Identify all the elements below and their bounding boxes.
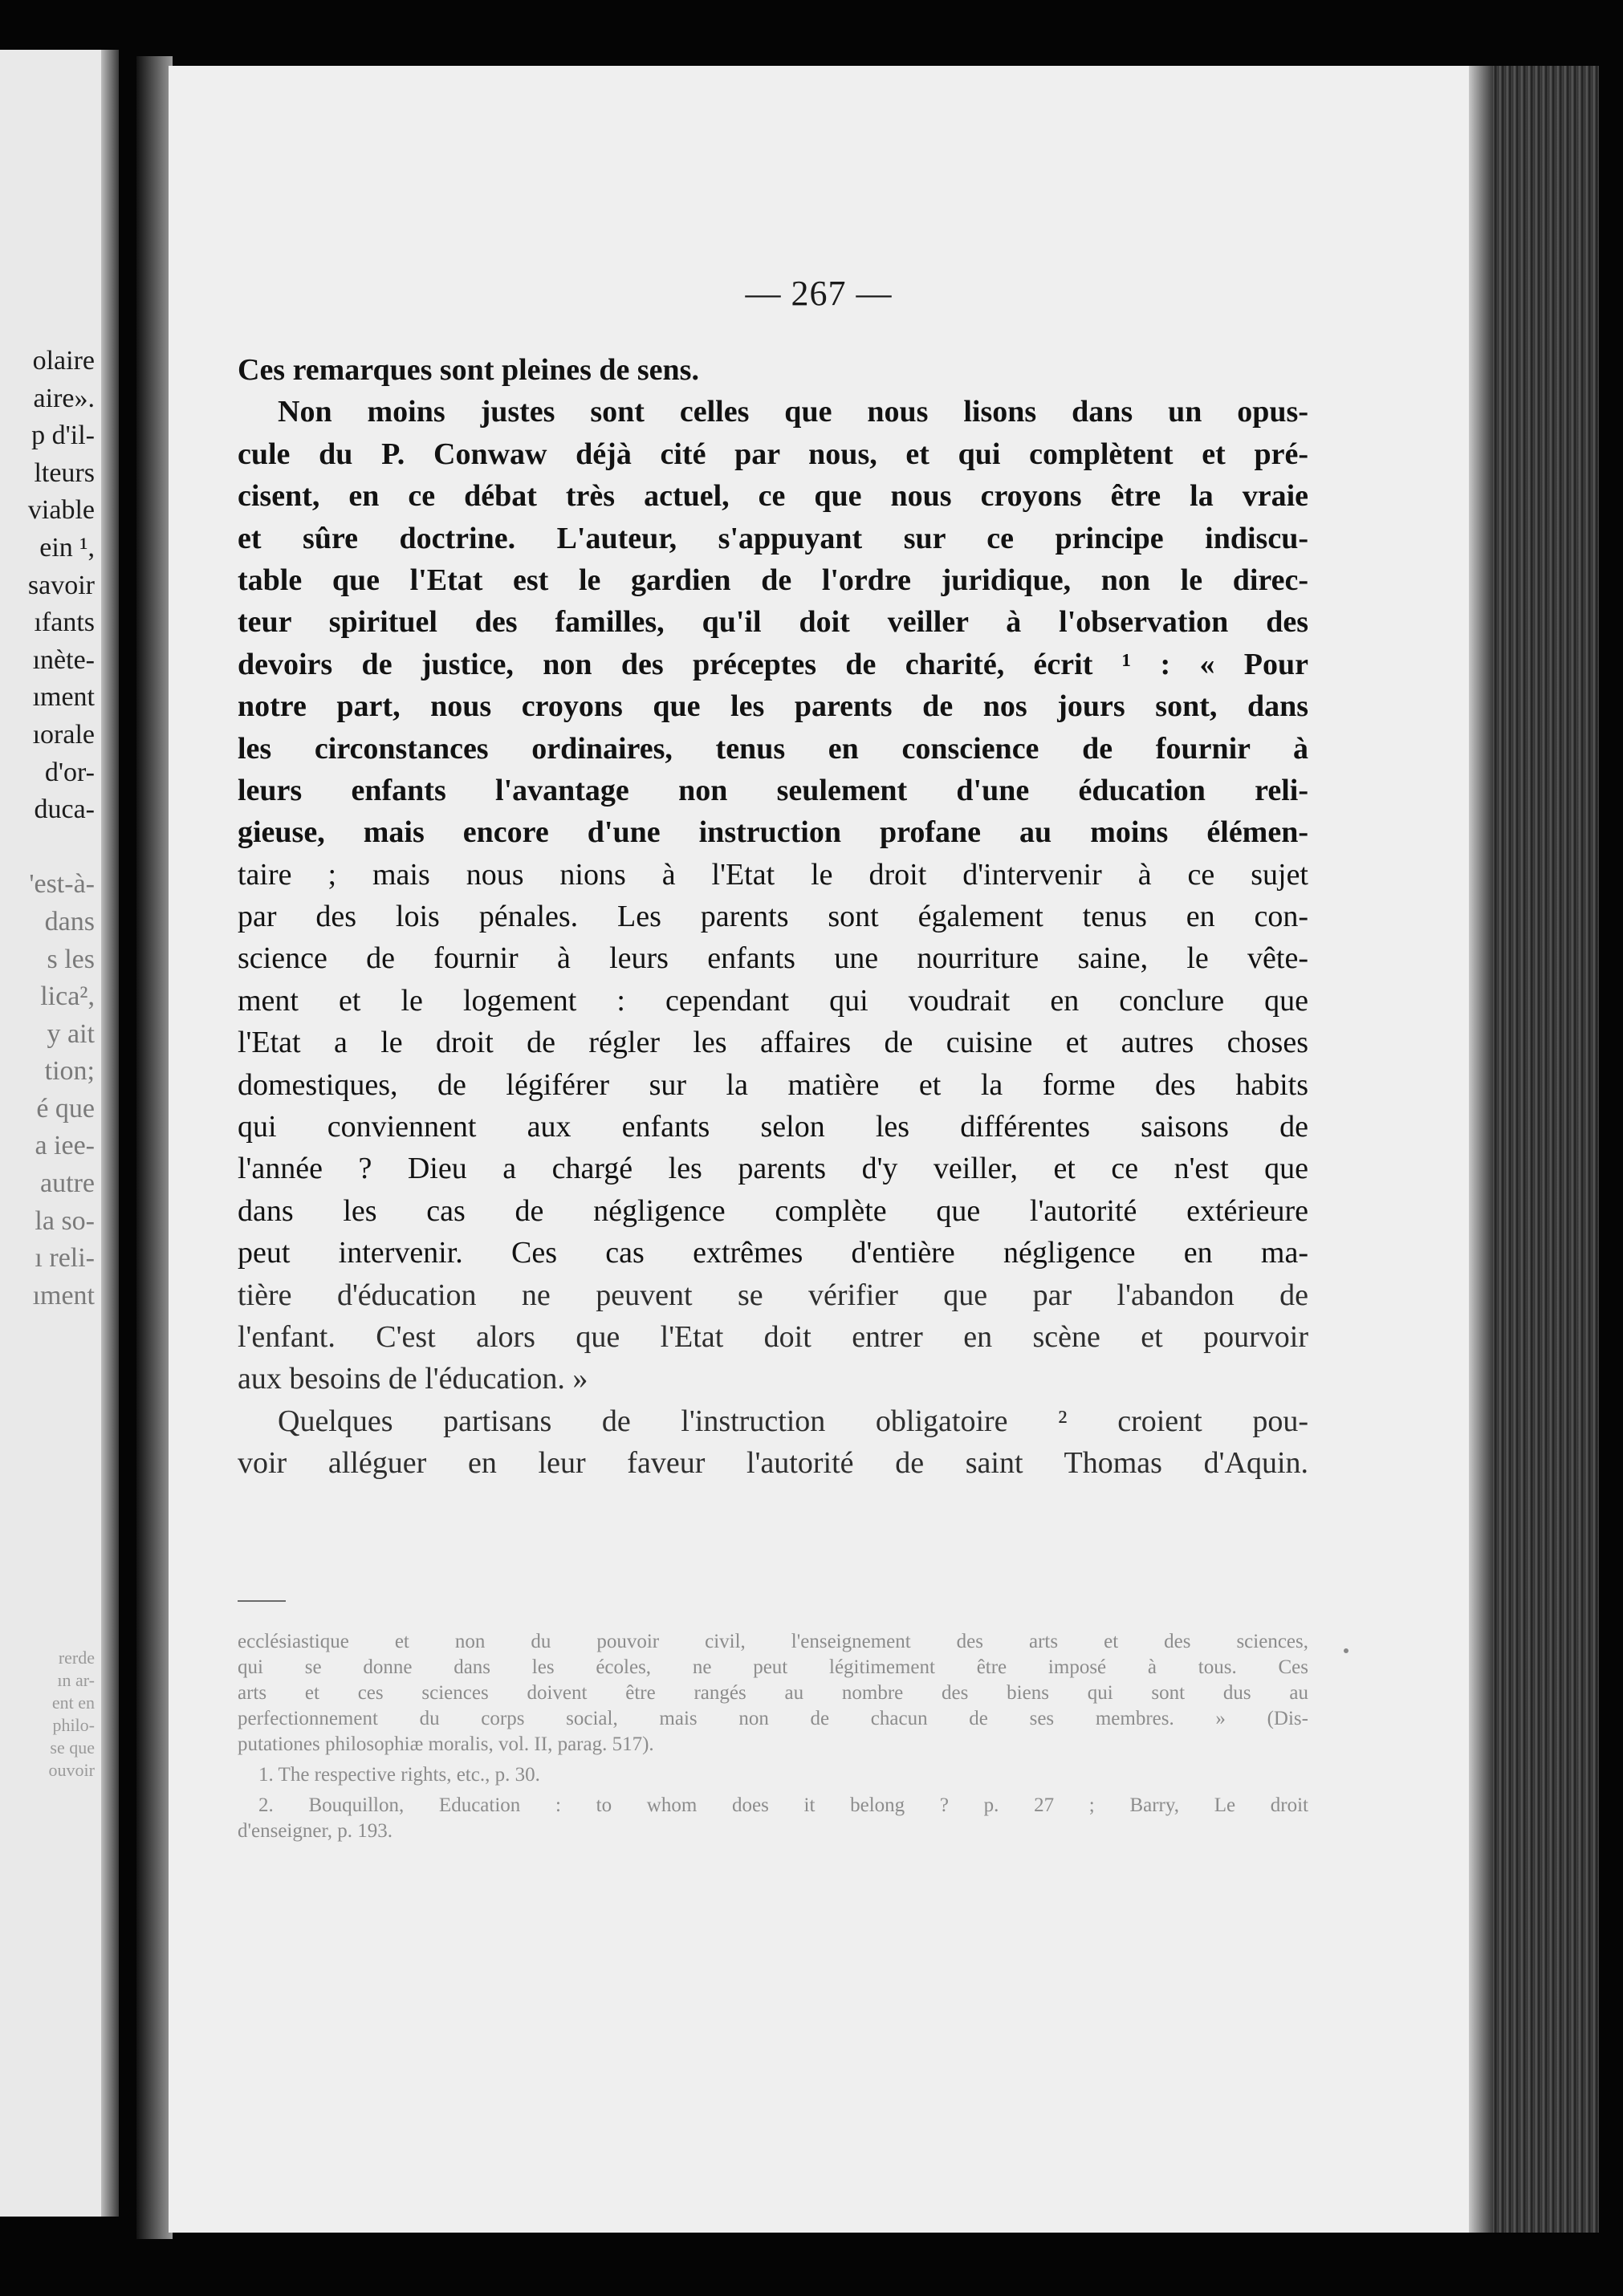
left-line: s les <box>47 944 95 974</box>
left-line: ein ¹, <box>39 532 95 563</box>
left-line: ıfants <box>34 608 95 638</box>
text-line: cule du P. Conwaw déjà cité par nous, et qui complètent et pré- <box>238 437 1308 471</box>
left-line: ı reli- <box>35 1243 95 1274</box>
left-line: viable <box>27 495 95 526</box>
left-note-line: ouvoir <box>48 1760 95 1780</box>
left-line: dans <box>44 906 95 937</box>
left-page-gutter-shadow <box>101 50 119 2217</box>
text-line: les circonstances ordinaires, tenus en conscience de fournir à <box>238 731 1308 766</box>
left-line: a iee- <box>35 1131 95 1161</box>
left-line: ınète- <box>32 644 95 675</box>
left-note-line: philo- <box>52 1715 95 1735</box>
text-line: ment et le logement : cependant qui voudrait en conclure que <box>238 983 1308 1018</box>
left-line: p d'il- <box>31 421 95 451</box>
left-facing-page <box>0 50 119 2217</box>
footnote-line: perfectionnement du corps social, mais non de chacun de ses membres. » (Dis- <box>238 1708 1308 1729</box>
left-line: la so- <box>35 1205 95 1236</box>
left-note-line: rerde <box>58 1648 95 1668</box>
gutter-shadow <box>136 56 173 2239</box>
left-line: savoir <box>27 570 95 600</box>
text-line: cisent, en ce débat très actuel, ce que nous croyons être la vraie <box>238 479 1308 514</box>
text-line: tière d'éducation ne peuvent se vérifier que par l'abandon de <box>238 1278 1308 1312</box>
footnote-2: 2. Bouquillon, Education : to whom does it belong ? p. 27 ; Barry, Le droit <box>258 1794 1308 1816</box>
text-line: Quelques partisans de l'instruction obligatoire ² croient pou- <box>278 1404 1308 1438</box>
paper-speck <box>1344 1648 1348 1653</box>
left-line <box>28 829 95 867</box>
left-line: ıorale <box>32 719 95 750</box>
text-line: peut intervenir. Ces cas extrêmes d'entière négligence en ma- <box>238 1236 1308 1270</box>
left-line: aire». <box>33 383 95 413</box>
left-line: d'or- <box>44 757 95 787</box>
text-line: Ces remarques sont pleines de sens. <box>238 353 699 387</box>
text-line: l'année ? Dieu a chargé les parents d'y veiller, et ce n'est que <box>238 1152 1308 1186</box>
text-line: l'enfant. C'est alors que l'Etat doit entrer en scène et pourvoir <box>238 1319 1308 1354</box>
left-note-line: ent en <box>51 1693 95 1713</box>
left-line: lteurs <box>34 457 95 488</box>
left-line: 'est-à- <box>29 869 95 900</box>
left-line: lica², <box>40 981 95 1012</box>
footnote-line: putationes philosophiæ moralis, vol. II, parag. 517). <box>238 1733 654 1755</box>
text-line: teur spirituel des familles, qu'il doit veiller à l'observation des <box>238 605 1308 640</box>
left-line: duca- <box>34 794 95 825</box>
text-line: domestiques, de légiférer sur la matière et la forme des habits <box>238 1067 1308 1102</box>
page-number: — 267 — <box>745 274 893 313</box>
text-line: l'Etat a le droit de régler les affaires de cuisine et autres choses <box>238 1026 1308 1060</box>
text-line: table que l'Etat est le gardien de l'ordre juridique, non le direc- <box>238 563 1308 597</box>
left-note-line: se que <box>50 1737 95 1758</box>
footnote-1: 1. The respective rights, etc., p. 30. <box>258 1764 540 1786</box>
footnote-line: arts et ces sciences doivent être rangés au nombre des biens qui sont dus au <box>238 1682 1308 1704</box>
text-line: voir alléguer en leur faveur l'autorité de saint Thomas d'Aquin. <box>238 1446 1308 1481</box>
left-line: ıment <box>32 682 95 713</box>
text-line: et sûre doctrine. L'auteur, s'appuyant sur ce principe indiscu- <box>238 521 1308 555</box>
text-line: par des lois pénales. Les parents sont également tenus en con- <box>238 900 1308 934</box>
left-page-notes <box>49 1647 95 1782</box>
left-line: autre <box>40 1168 95 1199</box>
body-text <box>238 349 1308 1485</box>
left-note-line: ın ar- <box>57 1670 95 1690</box>
footnote-line: d'enseigner, p. 193. <box>238 1820 393 1842</box>
left-line: ıment <box>32 1280 95 1311</box>
footnote-rule <box>238 1600 286 1602</box>
text-line: Non moins justes sont celles que nous lisons dans un opus- <box>278 395 1308 429</box>
left-line: tion; <box>44 1056 95 1087</box>
text-line: dans les cas de négligence complète que l'autorité extérieure <box>238 1193 1308 1228</box>
text-line: taire ; mais nous nions à l'Etat le droit d'intervenir à ce sujet <box>238 857 1308 892</box>
footnote-line: ecclésiastique et non du pouvoir civil, l'enseignement des arts et des sciences, <box>238 1631 1308 1652</box>
text-line: leurs enfants l'avantage non seulement d'une éducation reli- <box>238 773 1308 807</box>
left-line: y ait <box>47 1018 95 1049</box>
text-line: devoirs de justice, non des préceptes de charité, écrit ¹ : « Pour <box>238 647 1308 681</box>
text-line: qui conviennent aux enfants selon les différentes saisons de <box>238 1110 1308 1144</box>
book-page <box>169 66 1469 2233</box>
text-line: notre part, nous croyons que les parents de nos jours sont, dans <box>238 689 1308 724</box>
left-line: é que <box>36 1093 95 1124</box>
text-line: gieuse, mais encore d'une instruction profane au moins élémen- <box>238 815 1308 850</box>
footnote-line: qui se donne dans les écoles, ne peut légitimement être imposé à tous. Ces <box>238 1656 1308 1678</box>
left-line: olaire <box>32 346 95 376</box>
footnotes <box>238 1629 1308 1844</box>
left-page-text <box>28 343 95 1315</box>
book-edge-shadow <box>1469 66 1493 2233</box>
text-line: aux besoins de l'éducation. » <box>238 1362 588 1396</box>
text-line: science de fournir à leurs enfants une nourriture saine, le vête- <box>238 941 1308 976</box>
